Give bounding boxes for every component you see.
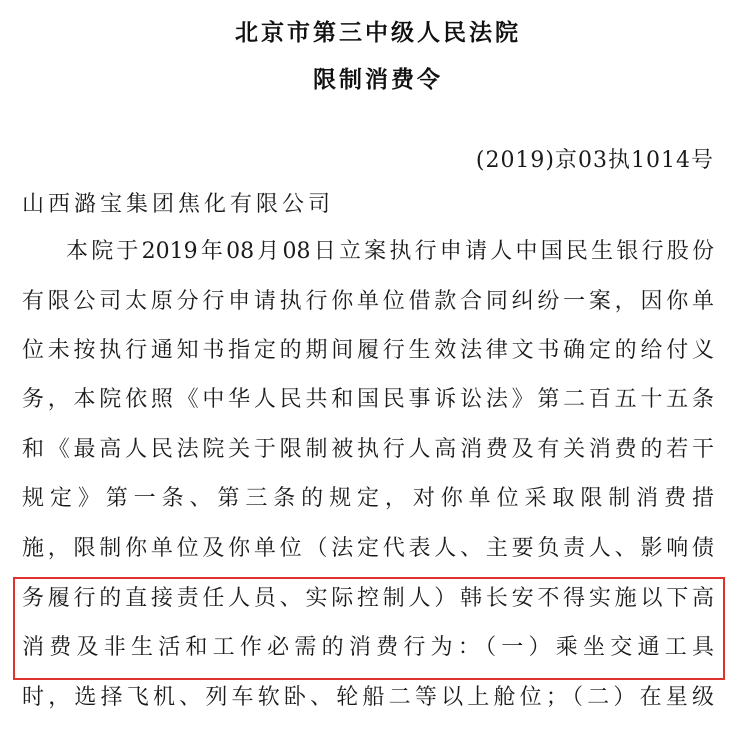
addressee: 山西潞宝集团焦化有限公司 xyxy=(22,192,335,217)
red-highlight-box xyxy=(13,577,725,680)
case-number: (2019)京03执1014号 xyxy=(475,148,714,173)
body-line: 规定》第一条、第三条的规定，对你单位采取限制消费措 xyxy=(22,486,714,511)
body-line: 时，选择飞机、列车软卧、轮船二等以上舱位；（二）在星级 xyxy=(22,685,714,710)
court-name-heading: 北京市第三中级人民法院 xyxy=(235,20,521,46)
body-line: 施，限制你单位及你单位（法定代表人、主要负责人、影响债 xyxy=(22,536,714,561)
body-line: 消费及非生活和工作必需的消费行为：（一）乘坐交通工具 xyxy=(22,635,714,660)
body-line: 有限公司太原分行申请执行你单位借款合同纠纷一案，因你单 xyxy=(22,289,714,314)
document-type-heading: 限制消费令 xyxy=(313,67,443,93)
body-line: 位未按执行通知书指定的期间履行生效法律文书确定的给付义 xyxy=(22,338,714,363)
body-line: 和《最高人民法院关于限制被执行人高消费及有关消费的若干 xyxy=(22,437,714,462)
body-line: 务，本院依照《中华人民共和国民事诉讼法》第二百五十五条 xyxy=(22,387,714,412)
body-line: 本院于2019年08月08日立案执行申请人中国民生银行股份 xyxy=(66,239,714,264)
body-line: 务履行的直接责任人员、实际控制人）韩长安不得实施以下高 xyxy=(22,586,714,611)
